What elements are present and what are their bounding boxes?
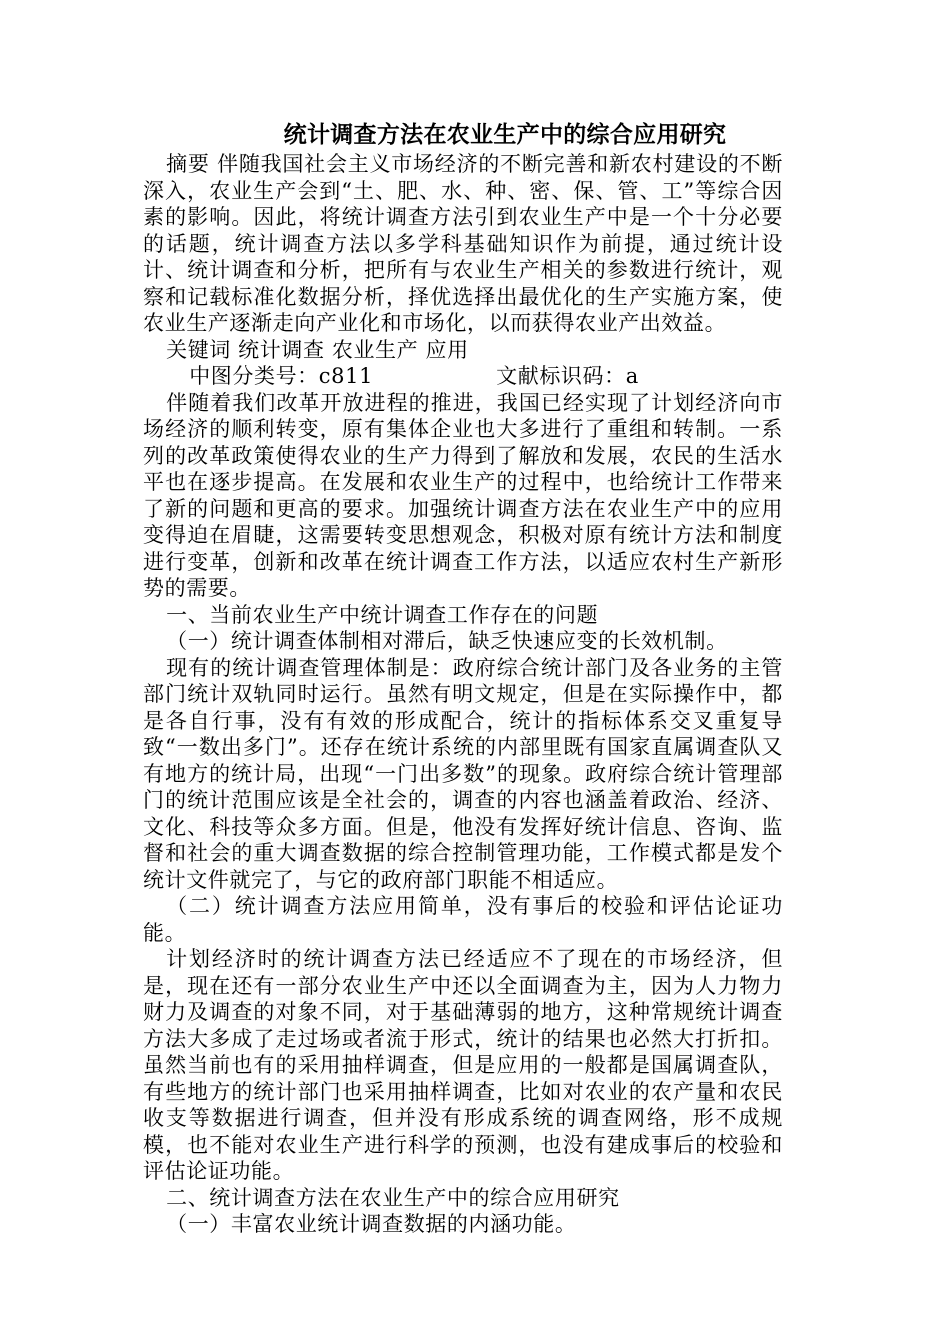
subsection-heading: （二）统计调查方法应用简单，没有事后的校验和评估论证功能。 xyxy=(143,894,783,945)
body-paragraph: 现有的统计调查管理体制是：政府综合统计部门及各业务的主管部门统计双轨同时运行。虽然有明文规定，但是在实际操作中，都是各自行事，没有有效的形成配合，统计的指标体系交叉重复导致“一数出多门”。还存在统计系统的内部里既有国家直属调查队又有地方的统计局，出现“一门出多数”的现象。政府综合统计管理部门的统计范围应该是全社会的，调查的内容也涵盖着政治、经济、文化、科技等众多方面。但是，他没有发挥好统计信息、咨询、监督和社会的重大调查数据的综合控制管理功能，工作模式都是发个统计文件就完了，与它的政府部门职能不相适应。 xyxy=(143,655,783,892)
document-title: 统计调查方法在农业生产中的综合应用研究 xyxy=(283,121,727,148)
keywords-line: 关键词 统计调查 农业生产 应用 xyxy=(166,337,469,362)
subsection-heading: （一）丰富农业统计调查数据的内涵功能。 xyxy=(166,1212,577,1236)
document-body xyxy=(143,151,783,1238)
body-paragraph: 计划经济时的统计调查方法已经适应不了现在的市场经济，但是，现在还有一部分农业生产中还以全面调查为主，因为人力物力财力及调查的对象不同，对于基础薄弱的地方，这种常规统计调查方法大多成了走过场或者流于形式，统计的结果也必然大打折扣。虽然当前也有的采用抽样调查，但是应用的一般都是国属调查队，有些地方的统计部门也采用抽样调查，比如对农业的农产量和农民收支等数据进行调查，但并没有形成系统的调查网络，形不成规模，也不能对农业生产进行科学的预测，也没有建成事后的校验和评估论证功能。 xyxy=(143,947,783,1183)
abstract-paragraph: 摘要 伴随我国社会主义市场经济的不断完善和新农村建设的不断深入，农业生产会到“土、肥、水、种、密、保、管、工”等综合因素的影响。因此，将统计调查方法引到农业生产中是一个十分必要的话题，统计调查方法以多学科基础知识作为前提，通过统计设计、统计调查和分析，把所有与农业生产相关的参数进行统计，观察和记载标准化数据分析，择优选择出最优化的生产实施方案，使农业生产逐渐走向产业化和市场化，以而获得农业产出效益。 xyxy=(143,152,783,335)
section-heading: 一、当前农业生产中统计调查工作存在的问题 xyxy=(166,602,599,627)
classification-line xyxy=(143,363,783,390)
clc-number: 中图分类号：c811 xyxy=(189,364,374,388)
document-code: 文献标识码：a xyxy=(496,364,639,388)
body-paragraph: 伴随着我们改革开放进程的推进，我国已经实现了计划经济向市场经济的顺利转变，原有集体企业也大多进行了重组和转制。一系列的改革政策使得农业的生产力得到了解放和发展，农民的生活水平也在逐步提高。在发展和农业生产的过程中，也给统计工作带来了新的问题和更高的要求。加强统计调查方法在农业生产中的应用变得迫在眉睫，这需要转变思想观念，积极对原有统计方法和制度进行变革，创新和改革在统计调查工作方法，以适应农村生产新形势的需要。 xyxy=(143,390,783,600)
section-heading: 二、统计调查方法在农业生产中的综合应用研究 xyxy=(166,1185,620,1210)
subsection-heading: （一）统计调查体制相对滞后，缺乏快速应变的长效机制。 xyxy=(166,629,728,653)
